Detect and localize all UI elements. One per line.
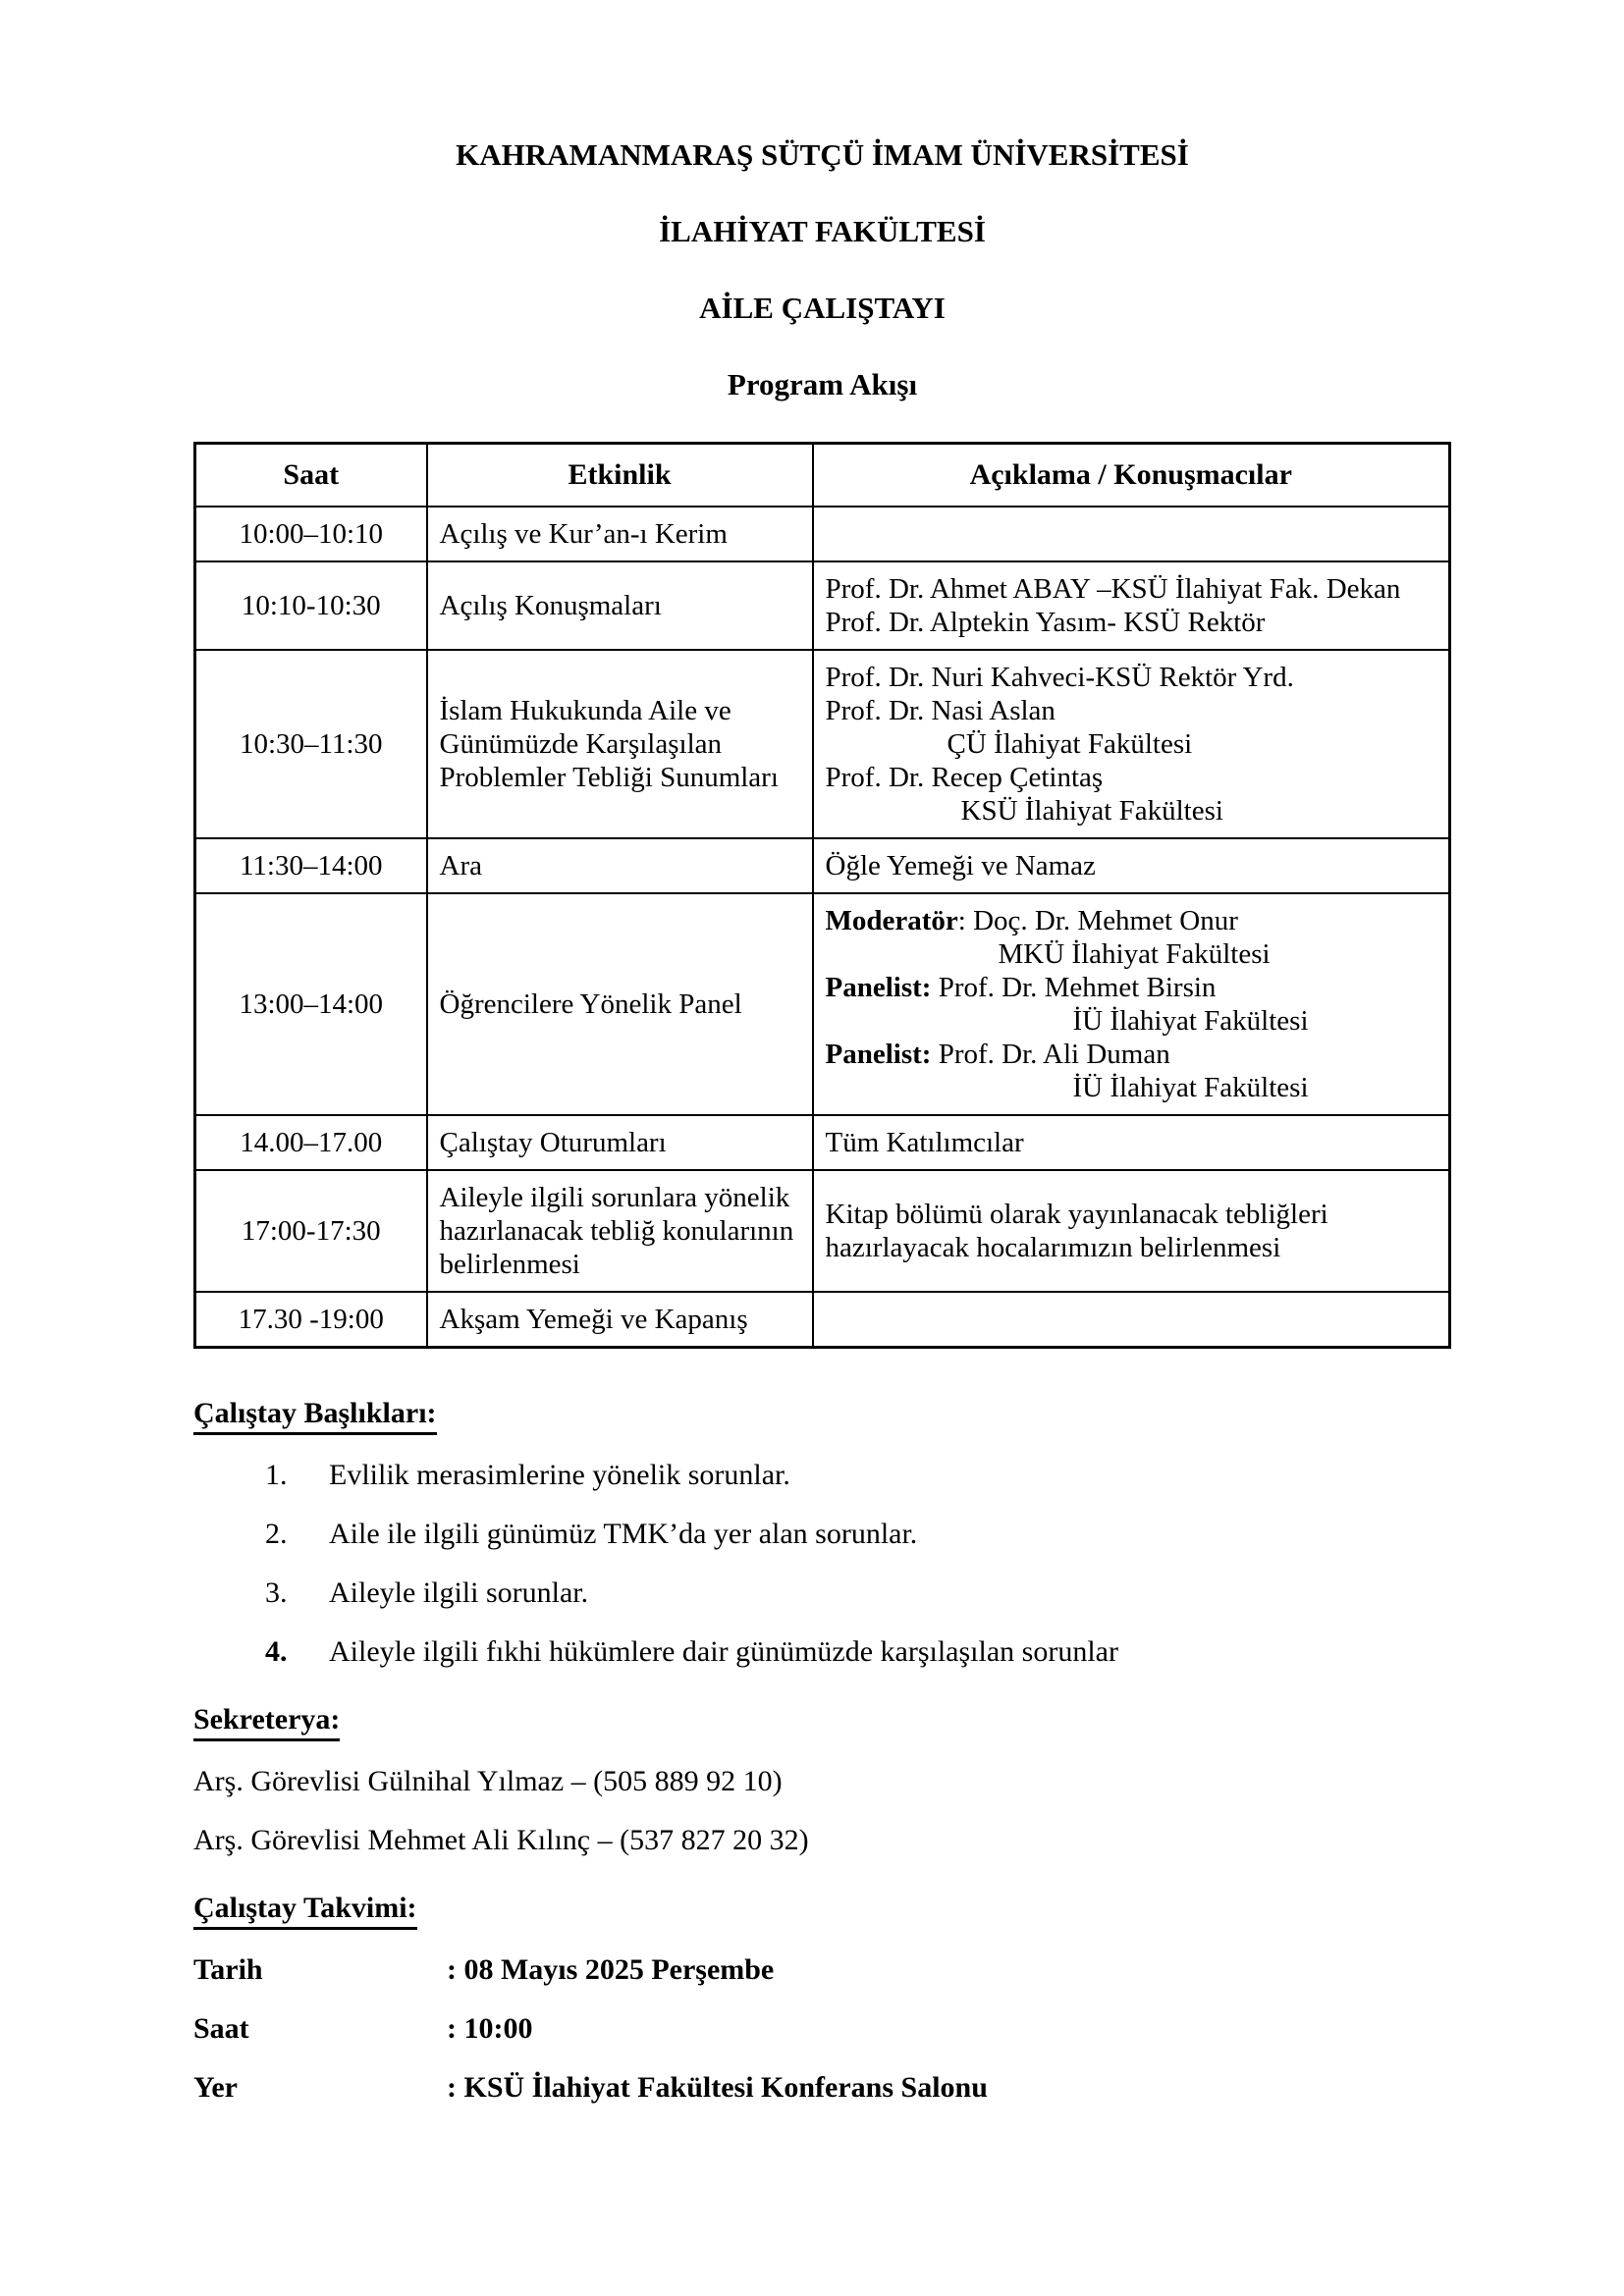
table-row	[195, 838, 1450, 893]
calendar-entry-value: : 08 Mayıs 2025 Perşembe	[447, 1953, 775, 1986]
calendar-entry-value: : 10:00	[447, 2012, 533, 2045]
text-run: KSÜ İlahiyat Fakültesi	[960, 795, 1223, 827]
topics-list	[193, 1459, 1451, 1669]
description-line	[826, 971, 1437, 1004]
description-line	[826, 761, 1437, 794]
topic-text: Aileyle ilgili sorunlar.	[329, 1576, 589, 1609]
text-run: Prof. Dr. Ahmet ABAY –KSÜ İlahiyat Fak. Dekan	[825, 573, 1401, 605]
topics-heading	[193, 1396, 1451, 1431]
topics-heading-text: Çalıştay Başlıkları:	[193, 1397, 437, 1435]
activity-cell: Açılış ve Kur’an-ı Kerim	[427, 507, 813, 561]
description-cell	[813, 1292, 1450, 1348]
activity-cell: Aileyle ilgili sorunlara yönelik hazırlanacak tebliğ konularının belirlenmesi	[427, 1170, 813, 1292]
calendar-entry	[193, 2012, 1451, 2046]
activity-cell: Akşam Yemeği ve Kapanış	[427, 1292, 813, 1348]
description-line	[826, 849, 1437, 882]
page-title-university: KAHRAMANMARAŞ SÜTÇÜ İMAM ÜNİVERSİTESİ	[456, 137, 1189, 172]
text-run: Prof. Dr. Alptekin Yasım- KSÜ Rektör	[825, 607, 1266, 638]
time-cell: 11:30–14:00	[195, 838, 427, 893]
text-run: Prof. Dr. Nuri Kahveci-KSÜ Rektör Yrd.	[825, 662, 1294, 693]
activity-cell: İslam Hukukunda Aile ve Günümüzde Karşılaşılan Problemler Tebliği Sunumları	[427, 650, 813, 838]
activity-cell: Öğrencilere Yönelik Panel	[427, 893, 813, 1115]
description-line	[826, 606, 1437, 639]
table-row	[195, 650, 1450, 838]
description-line	[826, 1004, 1437, 1038]
topic-item	[193, 1635, 1451, 1669]
table-row	[195, 1170, 1450, 1292]
calendar-entry-label: Saat	[193, 2012, 249, 2045]
text-run: Öğle Yemeği ve Namaz	[825, 850, 1096, 881]
topic-number: 1.	[265, 1459, 288, 1491]
text-run: İÜ İlahiyat Fakültesi	[1072, 1005, 1309, 1037]
secretariat-heading-text: Sekreterya:	[193, 1703, 340, 1741]
calendar-list	[193, 1953, 1451, 2105]
time-cell: 13:00–14:00	[195, 893, 427, 1115]
description-cell	[813, 507, 1450, 561]
text-run: Prof. Dr. Mehmet Birsin	[931, 972, 1217, 1003]
page-title-event: AİLE ÇALIŞTAYI	[699, 291, 946, 325]
speaker-role-label: Panelist:	[825, 1039, 932, 1070]
activity-cell: Ara	[427, 838, 813, 893]
calendar-entry-label: Tarih	[193, 1953, 263, 1986]
program-table	[193, 442, 1451, 1349]
description-line	[826, 694, 1437, 727]
calendar-entry	[193, 1953, 1451, 1987]
activity-cell: Açılış Konuşmaları	[427, 561, 813, 650]
time-cell: 10:00–10:10	[195, 507, 427, 561]
topic-number: 3.	[265, 1576, 288, 1609]
text-run: Prof. Dr. Ali Duman	[931, 1039, 1170, 1070]
text-run: İÜ İlahiyat Fakültesi	[1072, 1072, 1309, 1103]
topic-item	[193, 1518, 1451, 1551]
page-title-program: Program Akışı	[727, 367, 918, 401]
calendar-heading-text: Çalıştay Takvimi:	[193, 1892, 417, 1930]
description-line	[826, 1038, 1437, 1071]
time-cell: 10:10-10:30	[195, 561, 427, 650]
description-cell	[813, 561, 1450, 650]
text-run: MKÜ İlahiyat Fakültesi	[998, 938, 1271, 970]
table-row	[195, 1115, 1450, 1170]
text-run: : Doç. Dr. Mehmet Onur	[957, 905, 1238, 936]
calendar-entry-value: : KSÜ İlahiyat Fakültesi Konferans Salonu	[447, 2071, 988, 2104]
description-line	[826, 794, 1437, 828]
text-run: ÇÜ İlahiyat Fakültesi	[947, 728, 1193, 760]
program-table-body	[195, 507, 1450, 1348]
description-line	[826, 1071, 1437, 1104]
text-run: Prof. Dr. Recep Çetintaş	[825, 762, 1104, 793]
description-line	[826, 1126, 1437, 1159]
description-cell	[813, 893, 1450, 1115]
description-line	[826, 1198, 1437, 1264]
topic-item	[193, 1459, 1451, 1492]
speaker-role-label: Moderatör	[825, 905, 958, 936]
topic-number: 4.	[265, 1635, 288, 1668]
topic-item	[193, 1576, 1451, 1610]
speaker-role-label: Panelist:	[825, 972, 932, 1003]
description-line	[826, 904, 1437, 937]
description-cell	[813, 1115, 1450, 1170]
table-header-etkinlik: Etkinlik	[427, 444, 813, 507]
time-cell: 10:30–11:30	[195, 650, 427, 838]
calendar-entry	[193, 2071, 1451, 2105]
description-cell	[813, 1170, 1450, 1292]
table-row	[195, 893, 1450, 1115]
topic-text: Evlilik merasimlerine yönelik sorunlar.	[329, 1459, 790, 1491]
table-header-row	[195, 444, 1450, 507]
table-header-saat: Saat	[195, 444, 427, 507]
topic-text: Aileyle ilgili fıkhi hükümlere dair günümüzde karşılaşılan sorunlar	[329, 1635, 1118, 1668]
text-run: Kitap bölümü olarak yayınlanacak tebliğleri hazırlayacak hocalarımızın belirlenmesi	[825, 1199, 1328, 1263]
secretariat-line: Arş. Görevlisi Mehmet Ali Kılınç – (537 827 20 32)	[193, 1824, 809, 1856]
description-cell	[813, 650, 1450, 838]
time-cell: 14.00–17.00	[195, 1115, 427, 1170]
table-header-aciklama: Açıklama / Konuşmacılar	[813, 444, 1450, 507]
table-row	[195, 507, 1450, 561]
secretariat-heading	[193, 1702, 1451, 1737]
description-line	[826, 937, 1437, 971]
description-line	[826, 661, 1437, 694]
text-run: Tüm Katılımcılar	[825, 1127, 1024, 1158]
page-title-faculty: İLAHİYAT FAKÜLTESİ	[659, 214, 986, 248]
secretariat-list	[193, 1765, 1451, 1857]
topic-text: Aile ile ilgili günümüz TMK’da yer alan sorunlar.	[329, 1518, 918, 1550]
description-cell	[813, 838, 1450, 893]
table-row	[195, 561, 1450, 650]
time-cell: 17.30 -19:00	[195, 1292, 427, 1348]
secretariat-line: Arş. Görevlisi Gülnihal Yılmaz – (505 889 92 10)	[193, 1765, 783, 1797]
calendar-entry-label: Yer	[193, 2071, 238, 2104]
activity-cell: Çalıştay Oturumları	[427, 1115, 813, 1170]
time-cell: 17:00-17:30	[195, 1170, 427, 1292]
text-run: Prof. Dr. Nasi Aslan	[825, 695, 1056, 726]
topic-number: 2.	[265, 1518, 288, 1550]
table-row	[195, 1292, 1450, 1348]
calendar-heading	[193, 1891, 1451, 1926]
description-line	[826, 727, 1437, 761]
description-line	[826, 572, 1437, 606]
